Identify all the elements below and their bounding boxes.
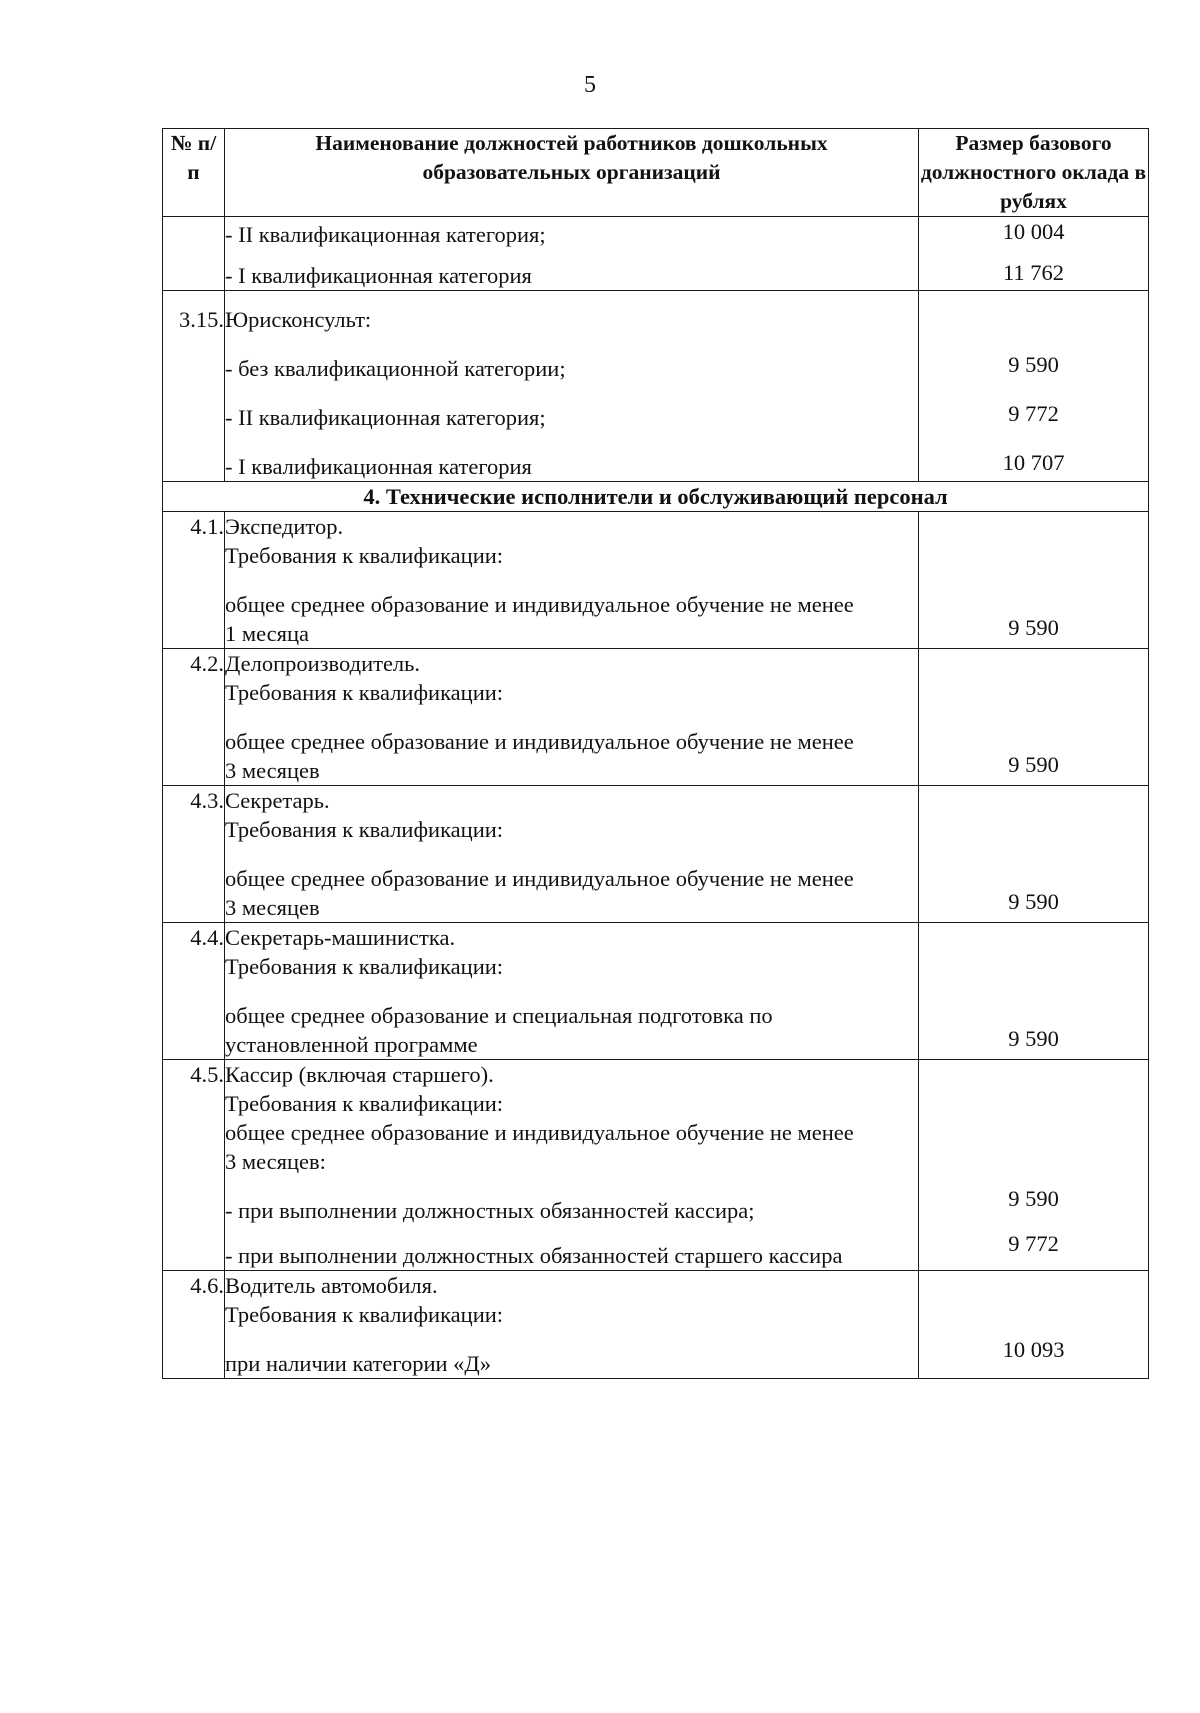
row-number: 4.5. — [163, 1060, 225, 1271]
position-title: Делопроизводитель. — [225, 651, 421, 676]
position-cell — [225, 217, 919, 291]
salary-value: 9 772 — [1008, 1231, 1059, 1256]
salary-value: 10 707 — [1002, 450, 1065, 475]
requirements-text: 3 месяцев — [225, 895, 320, 920]
position-cell — [225, 1060, 919, 1271]
requirements-text: общее среднее образование и индивидуальное обучение не менее — [225, 592, 854, 617]
requirements-label: Требования к квалификации: — [225, 817, 504, 842]
position-cell — [225, 649, 919, 786]
salary-cell — [919, 291, 1149, 482]
salary-value: 9 590 — [1008, 1026, 1059, 1051]
requirements-text: 3 месяцев: — [225, 1149, 326, 1174]
requirements-label: Требования к квалификации: — [225, 543, 504, 568]
salary-value: 10 004 — [1002, 219, 1065, 244]
row-number: 4.6. — [163, 1271, 225, 1379]
duty-label: - при выполнении должностных обязанностей кассира; — [225, 1198, 755, 1223]
position-title: Водитель автомобиля. — [225, 1273, 438, 1298]
salary-cell — [919, 786, 1149, 923]
section-title: 4. Технические исполнители и обслуживающий персонал — [163, 482, 1149, 512]
requirements-text: общее среднее образование и индивидуальное обучение не менее — [225, 866, 854, 891]
position-cell — [225, 291, 919, 482]
salary-cell — [919, 649, 1149, 786]
salary-value: 9 772 — [1008, 401, 1059, 426]
row-number: 3.15. — [163, 291, 225, 482]
section-header-row — [163, 482, 1149, 512]
salary-value: 11 762 — [1002, 260, 1065, 285]
requirements-text: установленной программе — [225, 1032, 478, 1057]
salary-value: 9 590 — [1008, 1186, 1059, 1211]
row-number: 4.1. — [163, 512, 225, 649]
salary-cell — [919, 1271, 1149, 1379]
requirements-label: Требования к квалификации: — [225, 680, 504, 705]
table-row — [163, 1271, 1149, 1379]
category-label: - I квалификационная категория — [225, 263, 532, 288]
category-label: - II квалификационная категория; — [225, 222, 546, 247]
salary-value: 10 093 — [1002, 1337, 1065, 1362]
requirements-text: 1 месяца — [225, 621, 310, 646]
requirements-text: 3 месяцев — [225, 758, 320, 783]
header-base-salary: Размер базового должностного оклада в рублях — [919, 129, 1149, 217]
table-row — [163, 1060, 1149, 1271]
position-cell — [225, 923, 919, 1060]
salary-cell — [919, 512, 1149, 649]
requirements-text: общее среднее образование и индивидуальное обучение не менее — [225, 1120, 854, 1145]
salary-cell — [919, 923, 1149, 1060]
duty-label: - при выполнении должностных обязанностей старшего кассира — [225, 1243, 843, 1268]
requirements-text: общее среднее образование и индивидуальное обучение не менее — [225, 729, 854, 754]
row-number: 4.3. — [163, 786, 225, 923]
position-title: Секретарь-машинистка. — [225, 925, 456, 950]
salary-value: 9 590 — [1008, 752, 1059, 777]
category-label: - II квалификационная категория; — [225, 405, 546, 430]
requirements-label: Требования к квалификации: — [225, 1302, 504, 1327]
salary-value: 9 590 — [1008, 889, 1059, 914]
row-number: 4.4. — [163, 923, 225, 1060]
position-title: Секретарь. — [225, 788, 330, 813]
table-row — [163, 217, 1149, 291]
salary-cell — [919, 1060, 1149, 1271]
position-title: Юрисконсульт: — [225, 307, 372, 332]
table-row — [163, 649, 1149, 786]
salary-value: 9 590 — [1008, 615, 1059, 640]
requirements-text: общее среднее образование и специальная подготовка по — [225, 1003, 773, 1028]
position-title: Кассир (включая старшего). — [225, 1062, 494, 1087]
table-row — [163, 512, 1149, 649]
requirements-text: при наличии категории «Д» — [225, 1351, 492, 1376]
requirements-label: Требования к квалификации: — [225, 1091, 504, 1116]
salary-table — [162, 128, 1149, 1379]
header-position-name: Наименование должностей работников дошкольных образовательных организаций — [225, 129, 919, 217]
row-number: 4.2. — [163, 649, 225, 786]
category-label: - I квалификационная категория — [225, 454, 532, 479]
position-title: Экспедитор. — [225, 514, 344, 539]
table-row — [163, 786, 1149, 923]
salary-value: 9 590 — [1008, 352, 1059, 377]
position-cell — [225, 1271, 919, 1379]
table-row — [163, 923, 1149, 1060]
position-cell — [225, 512, 919, 649]
page-number: 5 — [584, 72, 596, 98]
row-number — [163, 217, 225, 291]
table-row — [163, 291, 1149, 482]
header-number: № п/п — [163, 129, 225, 217]
table-header-row — [163, 129, 1149, 217]
requirements-label: Требования к квалификации: — [225, 954, 504, 979]
category-label: - без квалификационной категории; — [225, 356, 566, 381]
position-cell — [225, 786, 919, 923]
salary-cell — [919, 217, 1149, 291]
